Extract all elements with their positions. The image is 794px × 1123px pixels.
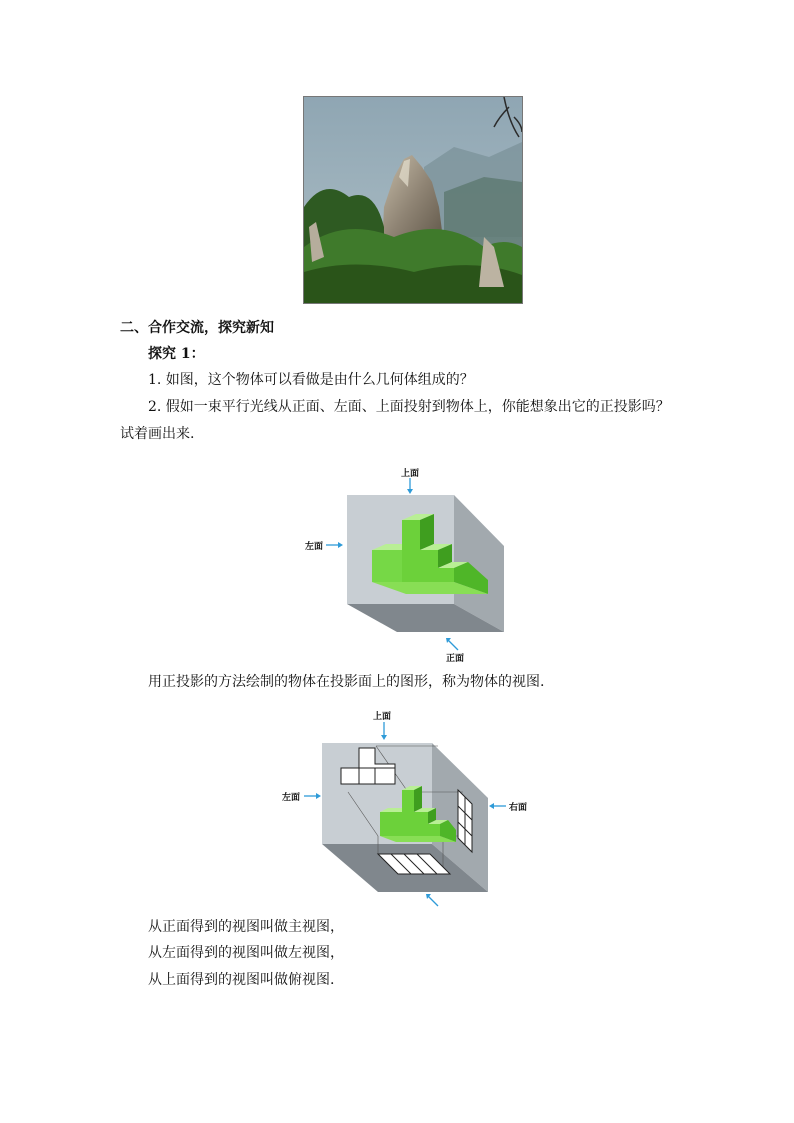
question-2-line-1: 2. 假如一束平行光线从正面、左面、上面投射到物体上，你能想象出它的正投影吗？	[148, 399, 670, 415]
arrow-front	[428, 896, 438, 906]
top-view-definition: 从上面得到的视图叫做俯视图.	[148, 972, 335, 988]
main-view-definition: 从正面得到的视图叫做主视图，	[148, 919, 344, 935]
label-left: 左面	[282, 793, 301, 803]
section-heading: 二、合作交流，探究新知	[120, 320, 274, 336]
projection-box-graphic	[300, 462, 520, 667]
label-top: 上面	[373, 712, 392, 722]
label-front: 正面	[446, 654, 465, 664]
question-2-line-2: 试着画出来.	[120, 426, 195, 442]
landscape-photo	[303, 96, 523, 304]
arrow-front	[448, 640, 458, 650]
view-definition: 用正投影的方法绘制的物体在投影面上的图形，称为物体的视图.	[148, 674, 545, 690]
mountain-rock-photo-graphic	[304, 97, 522, 303]
exploration-subheading: 探究 1：	[148, 346, 205, 362]
label-left: 左面	[305, 542, 324, 552]
question-1: 1. 如图，这个物体可以看做是由什么几何体组成的？	[148, 372, 474, 388]
left-view-definition: 从左面得到的视图叫做左视图，	[148, 945, 344, 961]
label-top: 上面	[401, 469, 420, 479]
projection-figure-1	[300, 462, 520, 667]
label-right: 右面	[509, 803, 528, 813]
projection-figure-2	[278, 706, 538, 911]
three-view-projection-graphic	[278, 706, 538, 911]
